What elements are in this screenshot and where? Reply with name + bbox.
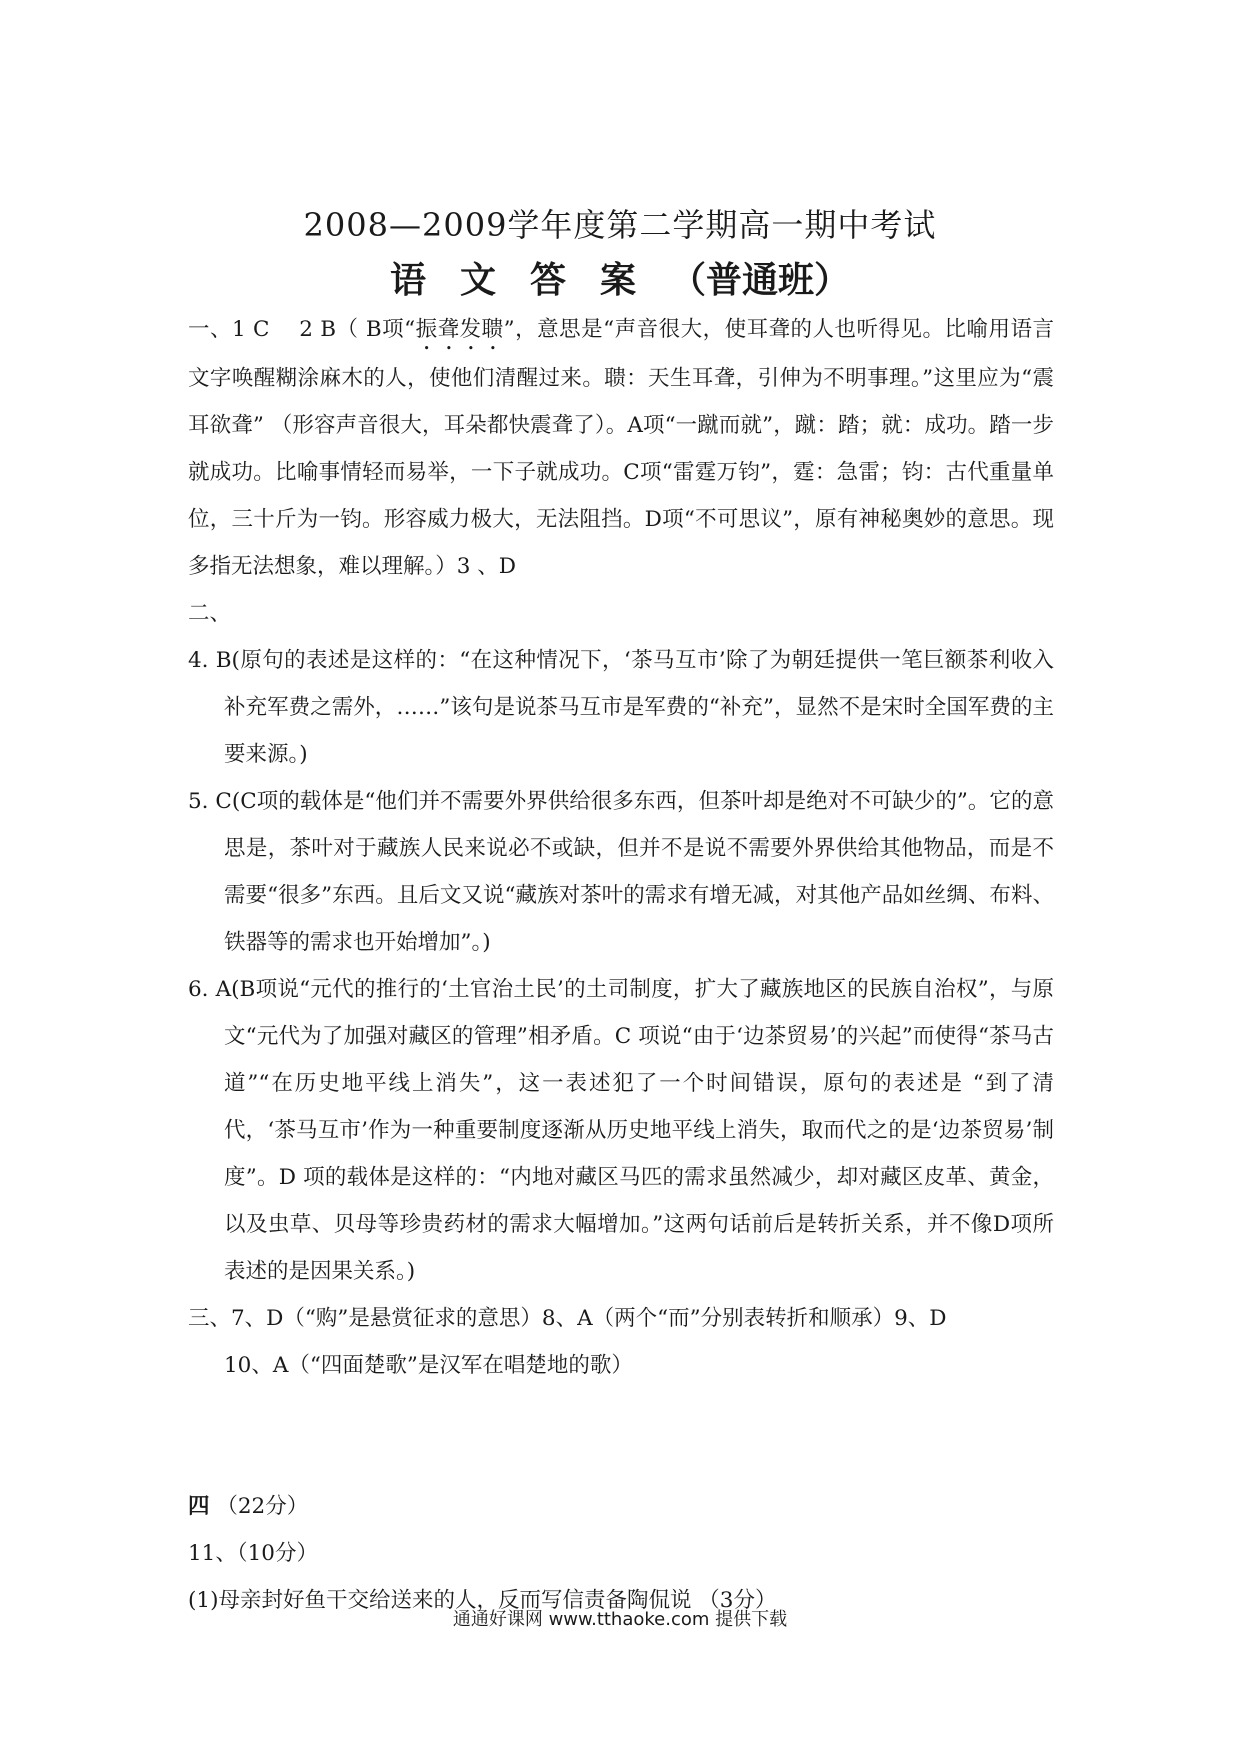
spacer (188, 1389, 1054, 1483)
question-6-answer: 6. A(B项说“元代的推行的‘土官治土民’的土司制度，扩大了藏族地区的民族自治权”，与原文“元代为了加强对藏区的管理”相矛盾。C 项说“由于‘边茶贸易’的兴起”而使得“茶马古道”“在历史地平线上消失”，这一表述犯了一个时间错误，原句的表述是 “到了清代，‘茶马互市’作为一种重要制度逐渐从历史地平线上消失，取而代之的是‘边茶贸易’制度”。D 项的载体是这样的：“内地对藏区马匹的需求虽然减少，却对藏区皮革、黄金，以及虫草、贝母等珍贵药材的需求大幅增加。”这两句话前后是转折关系，并不像D项所表述的是因果关系。) (188, 977, 1054, 1284)
question-4-answer: 4. B(原句的表述是这样的：“在这种情况下，‘茶马互市’除了为朝廷提供一笔巨额茶利收入补充军费之需外，……”该句是说茶马互市是军费的“补充”，显然不是宋时全国军费的主要来源。) (188, 648, 1054, 767)
section-4-heading (188, 1483, 1054, 1530)
section-1-prefix: 一、1 C 2 B（ B项“ (188, 317, 416, 342)
section-1-answers (188, 306, 1054, 590)
download-footer: 通通好课网 www.tthaoke.com 提供下载 (452, 1609, 788, 1630)
subtitle-suffix: （普通班） (670, 260, 851, 301)
answer-body (188, 306, 1054, 1624)
section-4-heading-score: （22分） (209, 1494, 309, 1519)
question-11-part-1: (1)母亲封好鱼干交给送来的人，反而写信责备陶侃说 （3分） (188, 1588, 777, 1613)
section-4-heading-number: 四 (188, 1494, 210, 1519)
page-title: 2008—2009学年度第二学期高一期中考试 (303, 206, 937, 244)
question-11-heading: 11、（10分） (188, 1541, 318, 1566)
section-1-dotted-word: 振聋发聩 (415, 317, 504, 342)
section-2-heading: 二、 (188, 601, 232, 626)
section-3-line-1: 三、7、D（“购”是悬赏征求的意思）8、A（两个“而”分别表转折和顺承）9、D (188, 1306, 947, 1331)
subtitle-main: 语文答案 (389, 260, 670, 301)
section-3-line-2: 10、A（“四面楚歌”是汉军在唱楚地的歌） (224, 1353, 633, 1378)
question-5-answer: 5. C(C项的载体是“他们并不需要外界供给很多东西，但茶叶却是绝对不可缺少的”。它的意思是，茶叶对于藏族人民来说必不或缺，但并不是说不需要外界供给其他物品，而是不需要“很多”东西。且后文又说“藏族对茶叶的需求有增无减，对其他产品如丝绸、布料、铁器等的需求也开始增加”。) (188, 789, 1054, 955)
section-1-rest: ”，意思是“声音很大，使耳聋的人也听得见。比喻用语言文字唤醒糊涂麻木的人，使他们清醒过来。聩：天生耳聋，引伸为不明事理。”这里应为“震耳欲聋” （形容声音很大，耳朵都快震聋了）。A项“一蹴而就”，蹴：踏；就：成功。踏一步就成功。比喻事情轻而易举，一下子就成功。C项“雷霆万钧”，霆：急雷；钧：古代重量单位，三十斤为一钧。形容威力极大，无法阻挡。D项“不可思议”，原有神秘奥妙的意思。现多指无法想象，难以理解。）3 、D (188, 317, 1054, 579)
page-subtitle (0, 252, 1240, 303)
